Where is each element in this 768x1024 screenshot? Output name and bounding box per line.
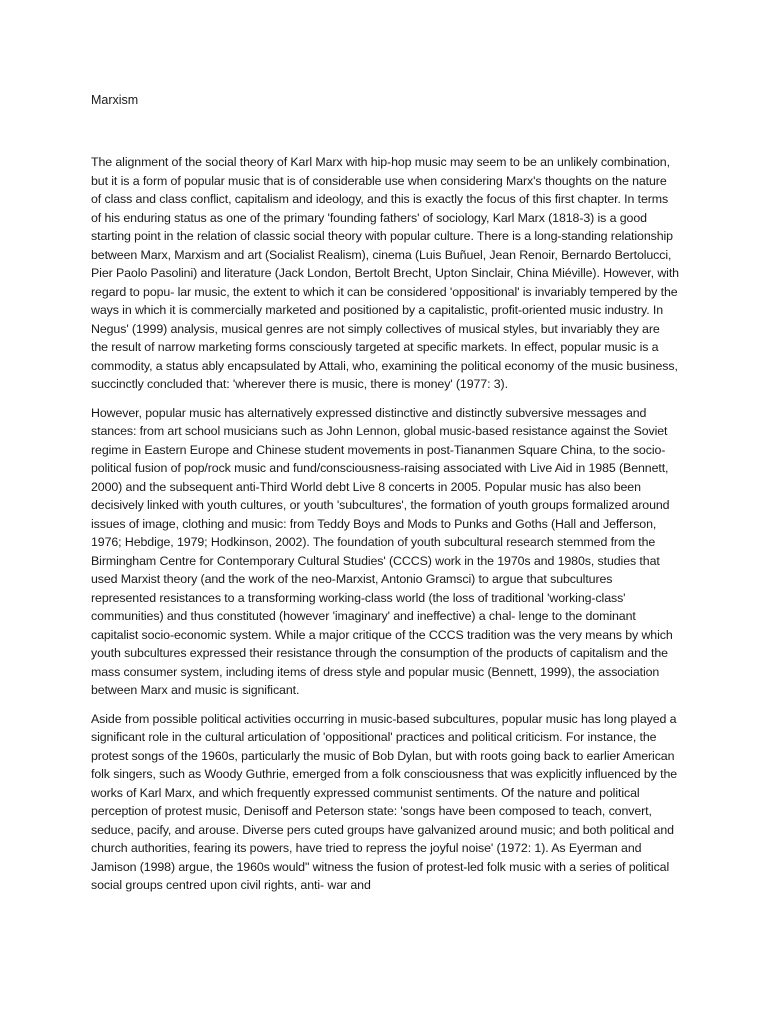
- paragraph-intro: The alignment of the social theory of Karl Marx with hip-hop music may seem to be an unlikely combination, but it is a form of popular music that is of considerable use when considering Marx's thoughts on the nature of class and class conflict, capitalism and ideology, and this is exactly the focus of this first chapter. In terms of his enduring status as one of the primary 'founding fathers' of sociology, Karl Marx (1818-3) is a good starting point in the relation of classic social theory with popular culture. There is a long-standing relationship between Marx, Marxism and art (Socialist Realism), cinema (Luis Buñuel, Jean Renoir, Bernardo Bertolucci, Pier Paolo Pasolini) and literature (Jack London, Bertolt Brecht, Upton Sinclair, China Miéville). However, with regard to popu- lar music, the extent to which it can be considered 'oppositional' is invariably tempered by the ways in which it is commercially marketed and positioned by a capitalistic, profit-oriented music industry. In Negus' (1999) analysis, musical genres are not simply collectives of musical styles, but invariably they are the result of narrow marketing forms consciously targeted at specific markets. In effect, popular music is a commodity, a status ably encapsulated by Attali, who, examining the political economy of the music business, succinctly concluded that: 'wherever there is music, there is money' (1977: 3).: [91, 155, 679, 391]
- document-body: [91, 153, 679, 905]
- document-title: Marxism: [91, 93, 139, 107]
- paragraph-protest-music: Aside from possible political activities occurring in music-based subcultures, popular music has long played a significant role in the cultural articulation of 'oppositional' practices and political criticism. For instance, the protest songs of the 1960s, particularly the music of Bob Dylan, but with roots going back to earlier American folk singers, such as Woody Guthrie, emerged from a folk consciousness that was explicitly influenced by the works of Karl Marx, and which frequently expressed communist sentiments. Of the nature and political perception of protest music, Denisoff and Peterson state: 'songs have been composed to teach, convert, seduce, pacify, and arouse. Diverse pers cuted groups have galvanized around music; and both political and church authorities, fearing its powers, have tried to repress the joyful noise' (1972: 1). As Eyerman and Jamison (1998) argue, the 1960s would" witness the fusion of protest-led folk music with a series of political social groups centred upon civil rights, anti- war and: [91, 711, 678, 892]
- paragraph-subcultures: However, popular music has alternatively expressed distinctive and distinctly subversive messages and stances: from art school musicians such as John Lennon, global music-based resistance against the Soviet regime in Eastern Europe and Chinese student movements in post-Tiananmen Square China, to the socio-political fusion of pop/rock music and fund/consciousness-raising associated with Live Aid in 1985 (Bennett, 2000) and the subsequent anti-Third World debt Live 8 concerts in 2005. Popular music has also been decisively linked with youth cultures, or youth 'subcultures', the formation of youth groups formalized around issues of image, clothing and music: from Teddy Boys and Mods to Punks and Goths (Hall and Jefferson, 1976; Hebdige, 1979; Hodkinson, 2002). The foundation of youth subcultural research stemmed from the Birmingham Centre for Contemporary Cultural Studies' (CCCS) work in the 1970s and 1980s, studies that used Marxist theory (and the work of the neo-Marxist, Antonio Gramsci) to argue that subcultures represented resistances to a transforming working-class world (the loss of traditional 'working-class' communities) and thus constituted (however 'imaginary' and ineffective) a chal- lenge to the dominant capitalist socio-economic system. While a major critique of the CCCS tradition was the very means by which youth subcultures expressed their resistance through the consumption of the products of capitalism and the mass consumer system, including items of dress style and popular music (Bennett, 1999), the association between Marx and music is significant.: [91, 405, 673, 697]
